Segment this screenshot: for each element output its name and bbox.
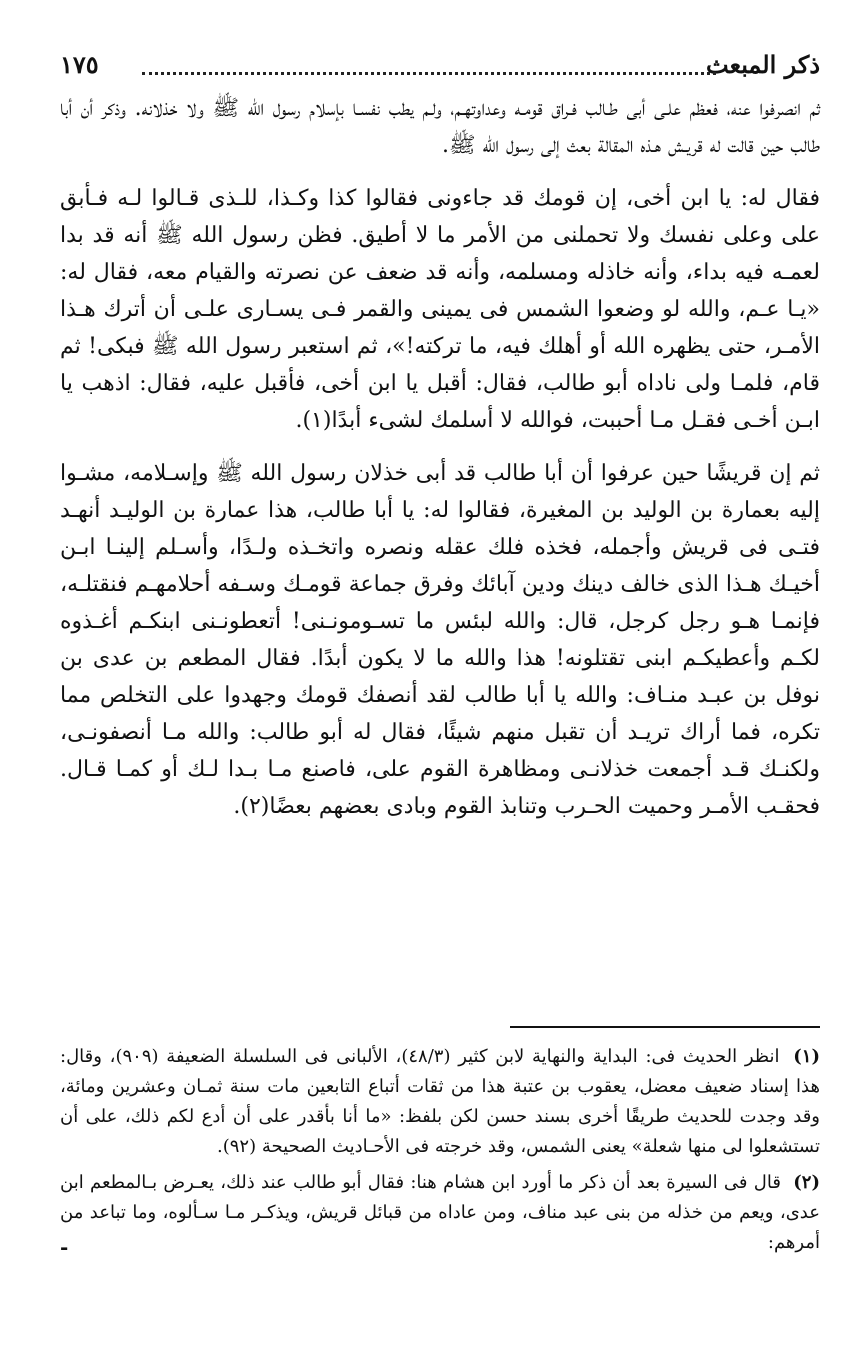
page-header (60, 46, 820, 90)
paragraph-3: ثم إن قريشًا حين عرفوا أن أبا طالب قد أبى خذلان رسول الله ﷺ وإسـلامه، مشـوا إليه بعمارة بن الوليد بن المغيرة، فقالوا له: يا أبا طالب، هذا عمارة بن الوليـد أنهـد فتـى فى قريش وأجمله، فخذه فلك عقله ونصره واتخـذه ولـدًا، وأسـلم إلينـا ابـن أخيـك هـذا الذى خالف دينك ودين آبائك وفرق جماعة قومـك وسـفه أحلامهـم فنقتلـه، فإنمـا هـو رجل كرجل، قال: والله لبئس ما تسـومونـنى! أتعطونـنى ابنكـم أغـذوه لكـم وأعطيكـم ابنى تقتلونه! هذا والله ما لا يكون أبدًا. فقال المطعم بن عدى بن نوفل بن عبـد منـاف: والله يا أبا طالب لقد أنصفك قومك وجهدوا على التخلص مما تكره، فما أراك تريـد أن تقبل منهم شيئًا، فقال له أبو طالب: والله مـا أنصفونـى، ولكنـك قـد أجمعت خذلانـى ومظاهرة القوم على، فاصنع مـا بـدا لـك أو كمـا قـال. فحقـب الأمـر وحميت الحـرب وتنابذ القوم وبادى بعضهم بعضًا(٢). (60, 461, 821, 819)
footnote-1 (60, 1042, 820, 1162)
footnotes (60, 1042, 820, 1264)
paragraph-1: ثم انصرفوا عنه، فعظم علـى أبى طـالب فـراق قومـه وعداوتهـم، ولـم يطب نفسـا بإسلام رسول الله ﷺ ولا خذلانه. وذكر أن أبا طالب حين قالت له قريـش هـذه المقالة بعث إلى رسول الله ﷺ. (60, 96, 820, 158)
footnote-2-number: (٢) (793, 1172, 820, 1193)
continuation-mark: - (60, 1235, 69, 1259)
footnote-1-number: (١) (793, 1046, 820, 1067)
paragraph-2: فقال له: يا ابن أخى، إن قومك قد جاءونى فقالوا كذا وكـذا، للـذى قـالوا لـه فـأبق على وعلى نفسك ولا تحملنى من الأمر ما لا أطيق. فظن رسول الله ﷺ أنه قد بدا لعمـه فيه بداء، وأنه خاذله ومسلمه، وأنه قد ضعف عن نصرته والقيام معه، فقال له: «يـا عـم، والله لو وضعوا الشمس فى يمينى والقمر فـى يسـارى علـى أن أترك هـذا الأمـر، حتى يظهره الله أو أهلك فيه، ما تركته!»، ثم استعبر رسول الله ﷺ فبكى! ثم قام، فلمـا ولى ناداه أبو طالب، فقال: أقبل يا ابن أخى، فأقبل عليه، فقال: اذهب يا ابـن أخـى فقـل مـا أحببت، فوالله لا أسلمك لشىء أبدًا(١). (60, 186, 820, 433)
footnote-1-text: انظر الحديث فى: البداية والنهاية لابن كثير (٤٨/٣)، الألبانى فى السلسلة الضعيفة (٩٠٩)، وقال: هذا إسناد ضعيف معضل، يعقوب بن عتبة هذا من ثقات أتباع التابعين مات سنة ثمـان وعشرين ومائة، وقد وجدت للحديث طريقًا أخرى بسند حسن لكن بلفظ: «ما أنا بأقدر على أن أدع لكم ذلك، على أن تستشعلوا لى منها شعلة» يعنى الشمس، وقد خرجته فى الأحـاديث الصحيحة (٩٢). (60, 1046, 820, 1157)
page-number: ١٧٥ (60, 50, 99, 79)
header-dot-leader (142, 72, 716, 75)
book-page (60, 46, 820, 1346)
footnote-2-text: قال فى السيرة بعد أن ذكر ما أورد ابن هشام هنا: فقال أبو طالب عند ذلك، يعـرض بـالمطعم ابن عدى، ويعم من خذله من بنى عبد مناف، ومن عاداه من قبائل قريش، ويذكـر مـا سـألوه، وما تباعد من أمرهم: (60, 1172, 820, 1253)
footnote-2 (60, 1168, 820, 1258)
footnote-separator (510, 1026, 820, 1028)
running-title: ذكر المبعث (706, 50, 820, 79)
